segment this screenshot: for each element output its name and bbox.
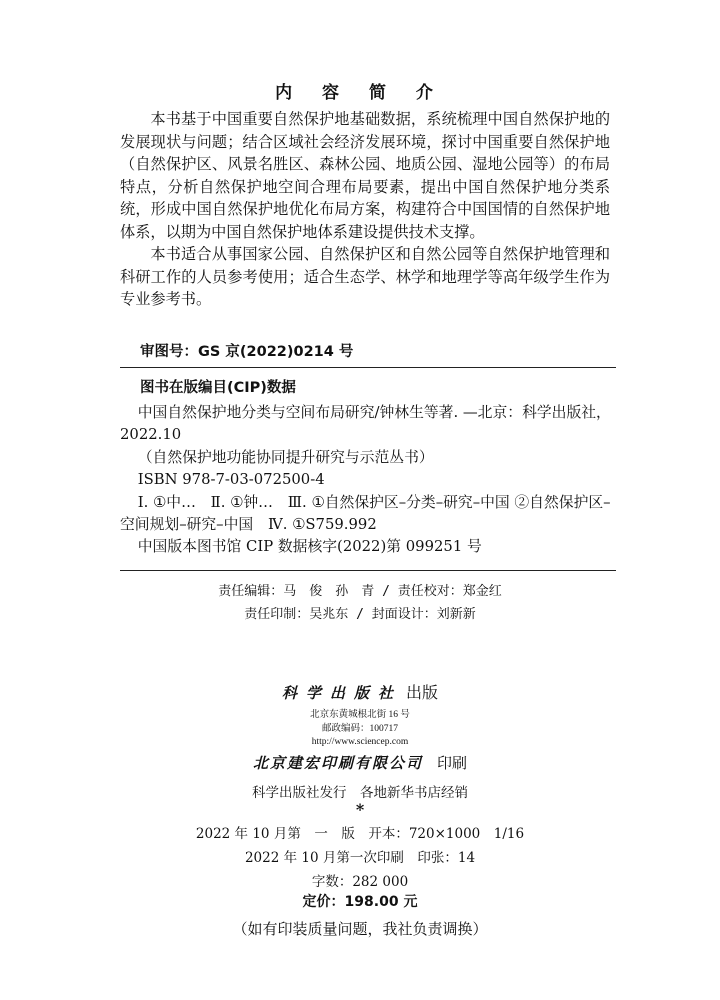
edition-info: 2022 年 10 月第 一 版 开本：720×1000 1/16 — [195, 826, 525, 842]
cip-line: （自然保护地功能协同提升研究与示范丛书） — [137, 448, 434, 466]
price: 定价：198.00 元 — [302, 894, 418, 910]
summary-title: 内 容 简 介 — [275, 83, 445, 103]
printing-info: 2022 年 10 月第一次印刷 印张：14 — [244, 850, 476, 866]
publisher-suffix: 出版 — [406, 683, 439, 702]
publisher-address: 北京东黄城根北街 16 号 — [310, 710, 410, 720]
publisher-line — [0, 680, 720, 703]
cip-bottom-rule — [120, 570, 616, 571]
editor-credits: 责任编辑：马 俊 孙 青 / 责任校对：郑金红 — [218, 584, 502, 599]
summary-paragraph: 本书基于中国重要自然保护地基础数据，系统梳理中国自然保护地的发展现状与问题；结合区域社会经济发展环境，探讨中国重要自然保护地（自然保护区、风景名胜区、森林公园、地质公园、湿地公园等）的布局特点，分析自然保护地空间合理布局要素，提出中国自然保护地分类系统，形成中国自然保护地优化布局方案，构建符合中国国情的自然保护地体系，以期为中国自然保护地体系建设提供技术支撑。 — [120, 110, 610, 241]
separator-star: * — [355, 800, 365, 819]
cip-line: 中国版本图书馆 CIP 数据核字(2022)第 099251 号 — [137, 538, 482, 556]
distribution: 科学出版社发行 各地新华书店经销 — [252, 785, 468, 801]
summary-body — [120, 108, 610, 311]
cip-line: 中国自然保护地分类与空间布局研究/钟林生等著. —北京：科学出版社，2022.10 — [120, 404, 611, 444]
cip-line: Ⅰ. ①中… Ⅱ. ①钟… Ⅲ. ①自然保护区–分类–研究–中国 ②自然保护区–空间规划–研究–中国 Ⅳ. ①S759.992 — [120, 493, 611, 534]
quality-notice: （如有印装质量问题，我社负责调换） — [232, 920, 488, 938]
summary-paragraph: 本书适合从事国家公园、自然保护区和自然公园等自然保护地管理和科研工作的人员参考使用；适合生态学、林学和地理学等高年级学生作为专业参考书。 — [120, 245, 610, 308]
production-credits: 责任印制：吴兆东 / 封面设计：刘新新 — [244, 607, 476, 622]
publisher-url: http://www.sciencep.com — [311, 737, 409, 747]
cip-record — [120, 402, 616, 559]
printer-name: 北京建宏印刷有限公司 — [252, 754, 423, 772]
cip-line: ISBN 978-7-03-072500-4 — [137, 471, 325, 489]
word-count: 字数：282 000 — [311, 874, 409, 890]
publisher-postcode: 邮政编码：100717 — [321, 724, 398, 734]
publisher-name: 科学出版社 — [281, 684, 402, 702]
approval-number: 审图号：GS 京(2022)0214 号 — [140, 344, 354, 360]
printer-line — [0, 752, 720, 773]
cip-heading: 图书在版编目(CIP)数据 — [140, 380, 296, 396]
printer-suffix: 印刷 — [437, 754, 468, 772]
cip-top-rule — [120, 367, 616, 368]
